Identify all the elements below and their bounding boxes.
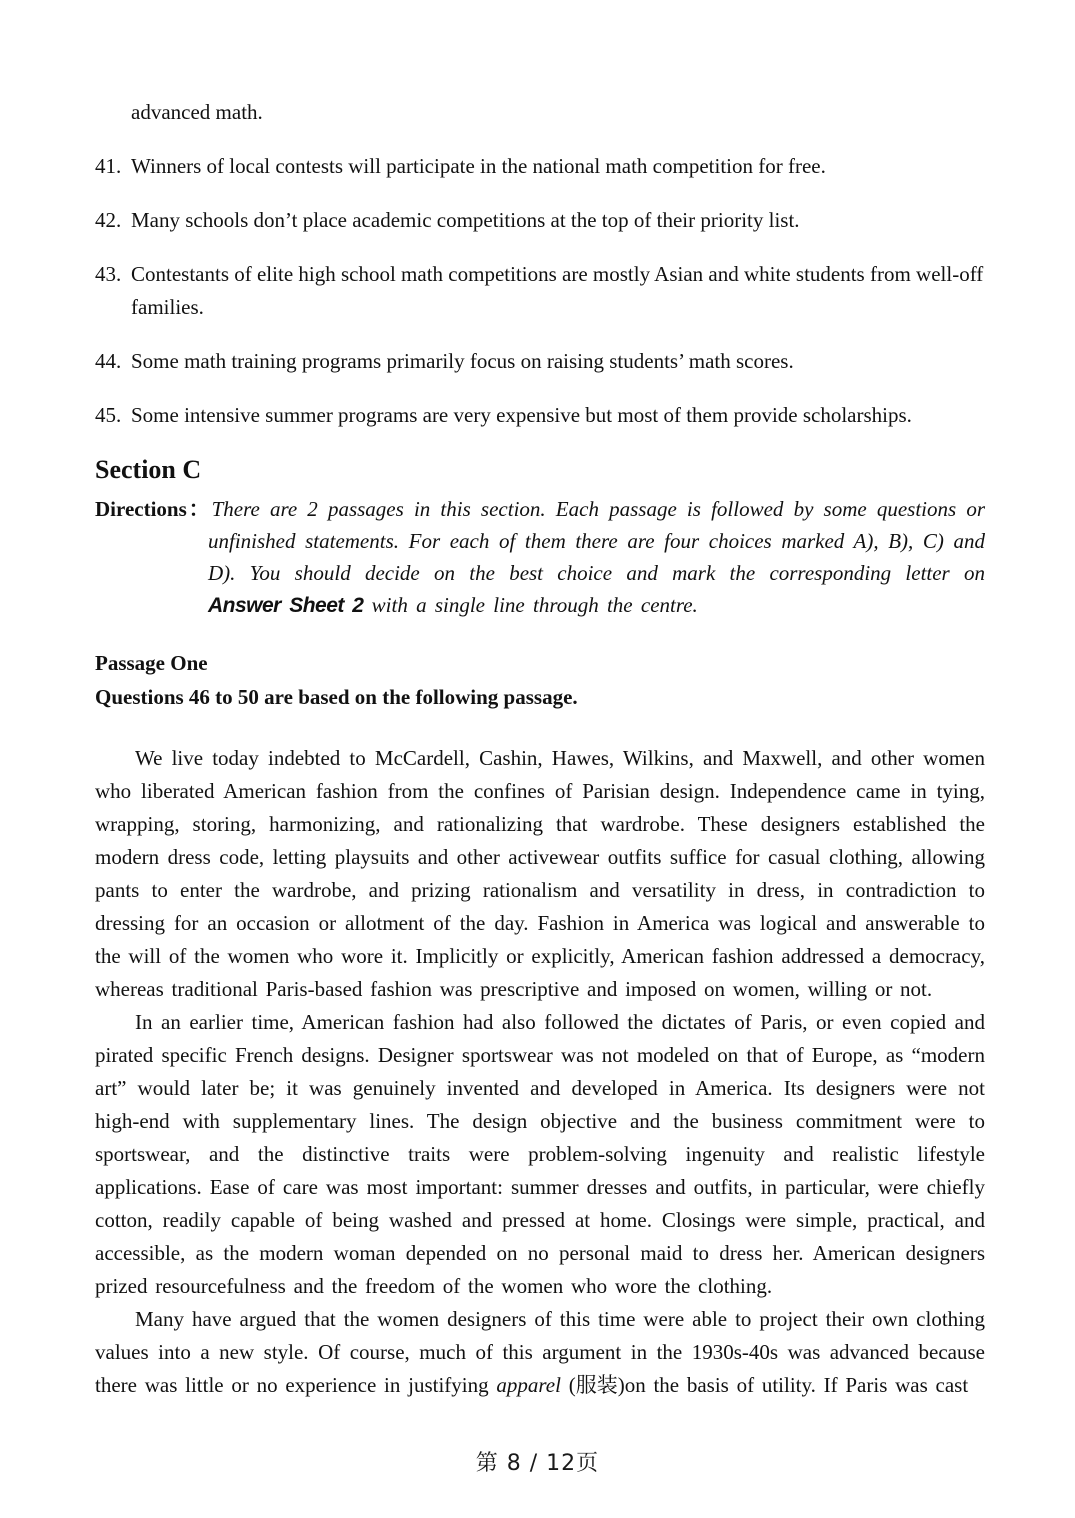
section-c-heading: Section C <box>95 455 202 484</box>
statement-text: Many schools don’t place academic competitions at the top of their priority list. <box>131 208 800 232</box>
statement-number: 44. <box>95 349 122 373</box>
paragraph-3-text-end: (服装)on the basis of utility. If Paris was cast <box>560 1373 969 1397</box>
statement-text: Contestants of elite high school math competitions are mostly Asian and white students from well-off families. <box>131 262 984 319</box>
page-number-footer: 第 8 / 12页 <box>475 1451 600 1476</box>
passage-paragraph-2: In an earlier time, American fashion had also followed the dictates of Paris, or even copied and pirated specific French designs. Designer sportswear was not modeled on that of Europe, as “modern art” would later be; it was genuinely invented and developed in America. Its designers were not high-end with supplementary lines. The design objective and the business commitment were to sportswear, and the distinctive traits were problem-solving ingenuity and realistic lifestyle applications. Ease of care was most important: summer dresses and outfits, in particular, were chiefly cotton, readily capable of being washed and pressed at home. Closings were simple, practical, and accessible, as the modern woman depended on no personal maid to dress her. American designers prized resourcefulness and the freedom of the women who wore the clothing. <box>95 1010 985 1298</box>
passage-paragraph-1: We live today indebted to McCardell, Cashin, Hawes, Wilkins, and Maxwell, and other women who liberated American fashion from the confines of Parisian design. Independence came in tying, wrapping, storing, harmonizing, and rationalizing that wardrobe. These designers established the modern dress code, letting playsuits and other activewear outfits suffice for casual clothing, allowing pants to enter the wardrobe, and prizing rationalism and versatility in dress, in contradiction to dressing for an occasion or allotment of the day. Fashion in America was logical and answerable to the will of the women who wore it. Implicitly or explicitly, American fashion addressed a democracy, whereas traditional Paris-based fashion was prescriptive and imposed on women, willing or not. <box>95 746 985 1001</box>
statement-42 <box>95 204 985 237</box>
statement-45 <box>95 399 985 432</box>
statement-44 <box>95 345 985 378</box>
statement-41 <box>95 150 985 183</box>
statement-number: 41. <box>95 154 122 178</box>
statement-number: 42. <box>95 208 122 232</box>
passage-subtitle: Questions 46 to 50 are based on the following passage. <box>95 685 578 709</box>
continuation-text: advanced math. <box>131 100 263 124</box>
continuation-line <box>95 96 985 129</box>
directions-label: Directions： <box>95 497 212 521</box>
statement-number: 45. <box>95 403 122 427</box>
page-content <box>95 96 985 1402</box>
statement-text: Some math training programs primarily focus on raising students’ math scores. <box>131 349 794 373</box>
passage-paragraph-3 <box>95 1303 985 1402</box>
statement-number: 43. <box>95 262 122 286</box>
statement-text: Winners of local contests will participate in the national math competition for free. <box>131 154 826 178</box>
answer-sheet-emphasis: Answer Sheet 2 <box>208 594 364 617</box>
statement-43 <box>95 258 985 324</box>
directions-text-end: with a single line through the centre. <box>363 593 698 617</box>
passage-header <box>95 646 985 714</box>
statement-text: Some intensive summer programs are very expensive but most of them provide scholarships. <box>131 403 912 427</box>
passage-title: Passage One <box>95 651 208 675</box>
directions-block <box>95 493 985 622</box>
directions-text: There are 2 passages in this section. Each passage is followed by some questions or unfinished statements. For each of them there are four choices marked A), B), C) and D). You should decide on the best choice and mark the corresponding letter on <box>208 497 986 585</box>
paragraph-3-apparel-term: apparel <box>496 1373 561 1397</box>
paragraph-3-text: Many have argued that the women designers of this time were able to project their own clothing values into a new style. Of course, much of this argument in the 1930s-40s was advanced because there was little or no experience in justifying <box>95 1307 985 1397</box>
